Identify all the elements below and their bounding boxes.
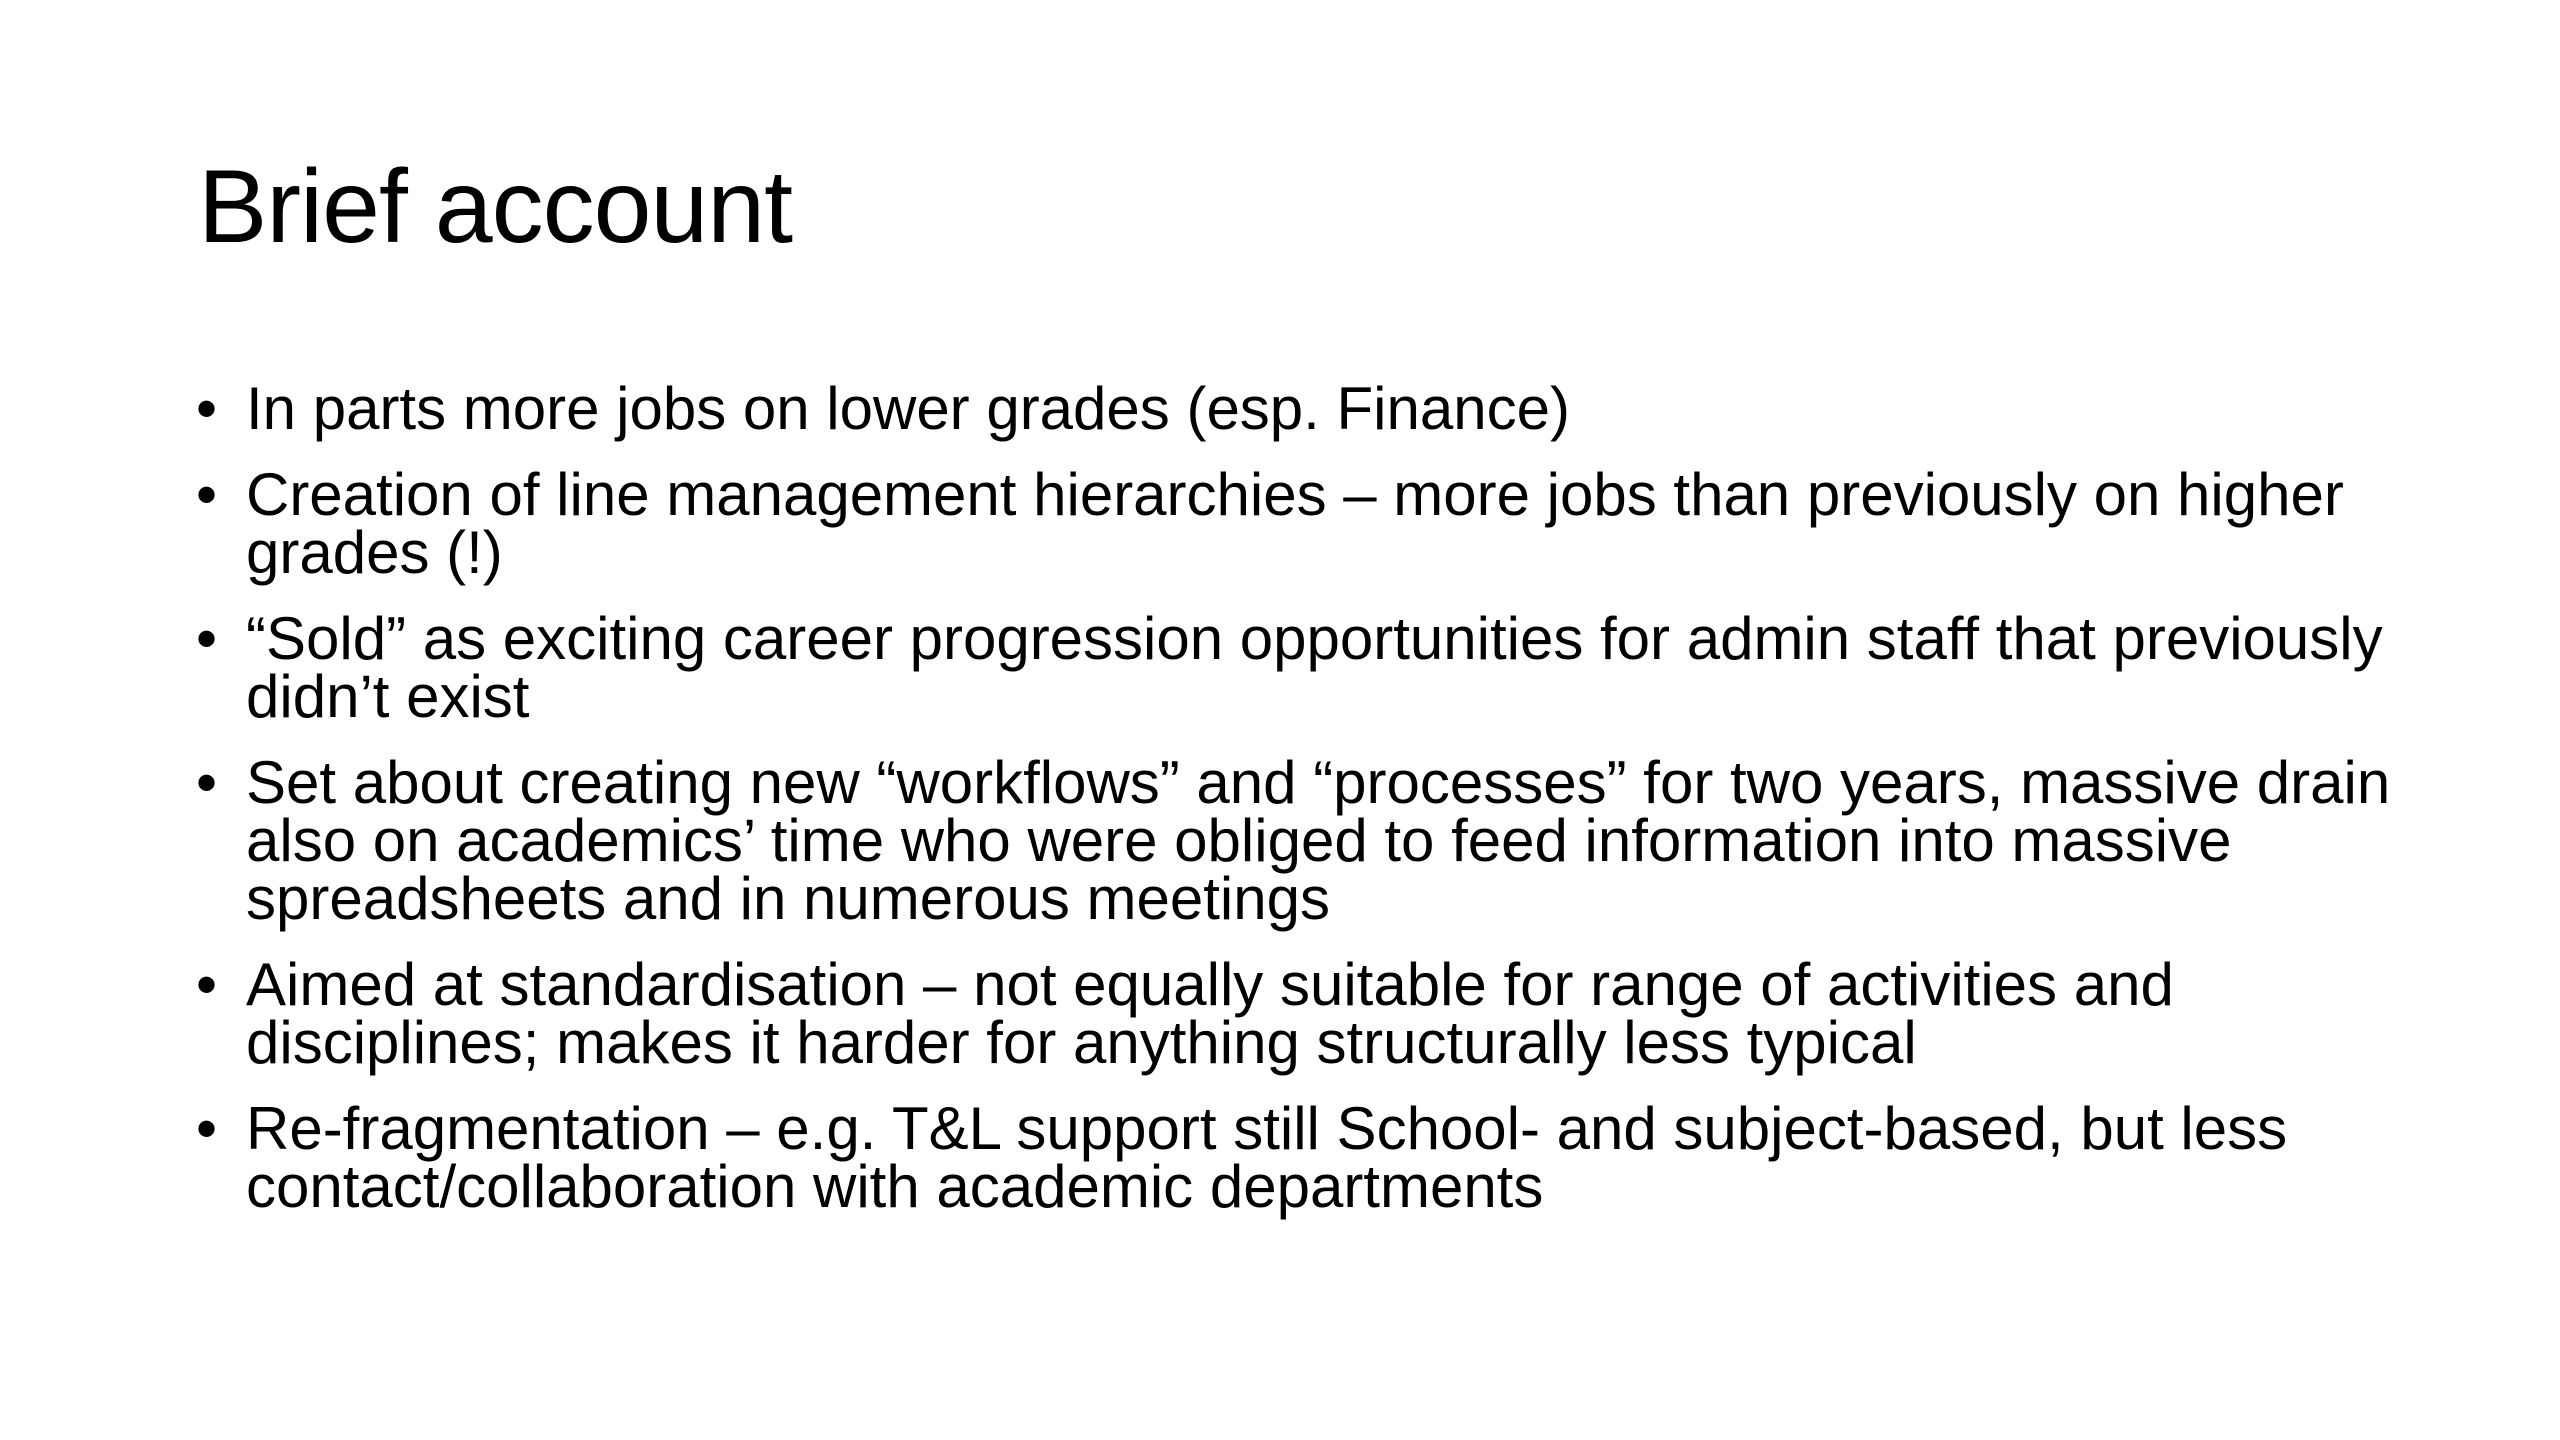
slide-title: Brief account xyxy=(198,149,792,265)
bullet-icon: • xyxy=(196,461,218,528)
bullet-icon: • xyxy=(196,605,218,672)
bullet-icon: • xyxy=(196,951,218,1018)
bullet-icon: • xyxy=(196,749,218,816)
bullet-item xyxy=(196,461,2396,586)
bullet-item xyxy=(196,375,2396,442)
bullet-icon: • xyxy=(196,1095,218,1162)
bullet-item xyxy=(196,605,2396,730)
bullet-item xyxy=(196,749,2396,932)
bullet-icon: • xyxy=(196,375,218,442)
bullet-item xyxy=(196,951,2396,1076)
bullet-list xyxy=(196,375,2396,1244)
bullet-item xyxy=(196,1095,2396,1220)
bullet-text: Creation of line management hierarchies – more jobs than previously on higher grades (!) xyxy=(246,461,2344,586)
bullet-text: “Sold” as exciting career progression opportunities for admin staff that previously didn’t exist xyxy=(246,605,2383,730)
bullet-text: Aimed at standardisation – not equally suitable for range of activities and disciplines; makes it harder for anything structurally less typical xyxy=(246,951,2174,1076)
bullet-text: In parts more jobs on lower grades (esp. Finance) xyxy=(246,375,1570,442)
bullet-text: Set about creating new “workflows” and “processes” for two years, massive drain also on academics’ time who were obliged to feed information into massive spreadsheets and in numerous meetings xyxy=(246,749,2391,932)
bullet-text: Re-fragmentation – e.g. T&L support still School- and subject-based, but less contact/collaboration with academic departments xyxy=(246,1095,2288,1220)
